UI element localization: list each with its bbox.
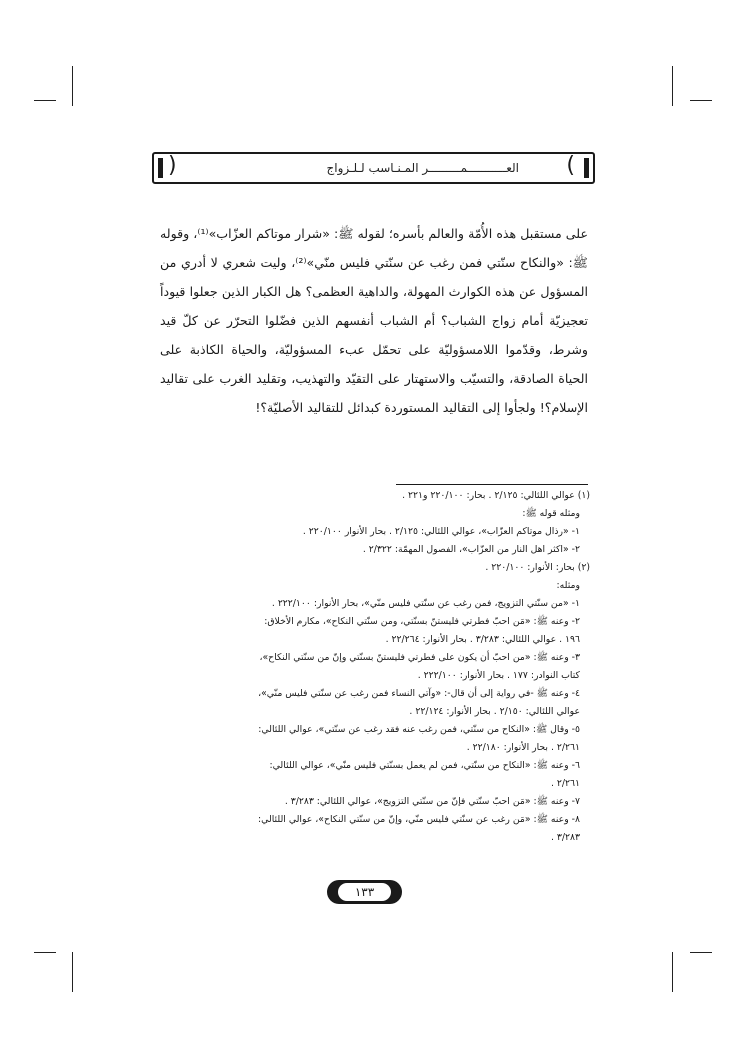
header-bar-right [584, 158, 589, 178]
page-number: ١٣٣ [338, 883, 391, 901]
page-number-badge [327, 880, 402, 904]
footnote-line: ٢/٢٦١ . [550, 778, 580, 789]
footnote-line: ٧- وعنه ﷺ: «مَن احبّ سنّتي فإنّ من سنّتي التزويج»، عوالي اللئالي: ٣/٢٨٣ . [284, 796, 580, 807]
crop-mark [672, 952, 673, 992]
footnote-line: عوالي اللئالي: ٢/١٥٠ . بحار الأنوار: ٢٢/١٢٤ . [409, 706, 580, 717]
footnotes [158, 487, 590, 847]
footnote-line: ٥- وقال ﷺ: «النكاح من سنّتي، فمن رغب عنه فقد رغب عن سنّتي»، عوالي اللئالي: [258, 724, 580, 735]
footnote-line: ١- «رذال موتاكم العزّاب»، عوالي اللئالي: ٢/١٢٥ . بحار الأنوار ٢٢٠/١٠٠ . [302, 526, 580, 537]
crop-mark [72, 952, 73, 992]
footnote-line: ٨- وعنه ﷺ: «مَن رغب عن سنّتي فليس منّي، وإنّ من سنّتي النكاح»، عوالي اللئالي: [258, 814, 580, 825]
header-bar-left [158, 158, 163, 178]
running-header [152, 152, 595, 184]
footnote-line: ٢- «اكثر اهل النار من العزّاب»، الفصول المهمّة: ٢/٣٢٢ . [362, 544, 580, 555]
footnote-line: ٣- وعنه ﷺ: «من احبّ أن يكون على فطرتي فليستنّ بسنّتي وإنّ من سنّتي النكاح»، [259, 652, 580, 663]
footnote-line: ٢- وعنه ﷺ: «مَن احبّ فطرتي فليستنّ بسنّتي، ومن سنّتي النكاح»، مكارم الأخلاق: [264, 616, 580, 627]
crop-mark [72, 66, 73, 106]
header-title: العـــــــــــمـــــــــر المـنـاسب لـلـزواج [326, 161, 519, 175]
footnote-line: ٦- وعنه ﷺ: «النكاح من سنّتي، فمن لم يعمل بسنّتي فليس منّي»، عوالي اللئالي: [269, 760, 580, 771]
crop-mark [690, 100, 712, 101]
body-paragraph: على مستقبل هذه الأُمّة والعالم بأسره؛ لقوله ﷺ: «شرار موتاكم العزّاب»⁽¹⁾، وقوله ﷺ: «والنكاح سنّتي فمن رغب عن سنّتي فليس منّي»⁽²⁾، وليت شعري لا أدري من المسؤول عن هذه الكوارث المهولة، والداهية العظمى؟ هل الكبار الذين جعلوا قيوداً تعجيزيّة أمام زواج الشباب؟ أم الشباب أنفسهم الذين فضّلوا التحرّر عن كلّ قيد وشرط، وقدّموا اللامسؤوليّة على تحمّل عبء المسؤوليّة، والحياة الكاذبة على الحياة الصادقة، والتسيّب والاستهتار على التقيّد والتهذيب، وتقليد الغرب على تقاليد الإسلام؟! ولجأوا إلى التقاليد المستوردة كبدائل للتقاليد الأصليّة؟! [160, 226, 588, 415]
footnote-separator [396, 484, 588, 485]
crop-mark [34, 100, 56, 101]
footnote-line: (٢) بحار: الأنوار: ٢٢٠/١٠٠ . [485, 562, 590, 573]
crop-mark [672, 66, 673, 106]
footnote-line: ٢/٢٦١ . بحار الأنوار: ٢٢/١٨٠ . [466, 742, 580, 753]
footnote-line: ١٩٦ . عوالي اللئالي: ٣/٢٨٣ . بحار الأنوار: ٢٢/٢٦٤ . [385, 634, 580, 645]
crop-mark [690, 952, 712, 953]
footnote-line: ومثله: [556, 580, 580, 591]
footnote-line: ١- «من سنّتي التزويج، فمن رغب عن سنّتي فليس منّي»، بحار الأنوار: ٢٢٢/١٠٠ . [271, 598, 580, 609]
footnote-line: (١) عوالي اللئالي: ٢/١٢٥ . بحار: ٢٢٠/١٠٠ و٢٢١ . [402, 490, 590, 501]
footnote-line: كتاب النوادر: ١٧٧ . بحار الأنوار: ٢٢٢/١٠٠ . [417, 670, 580, 681]
footnote-line: ٤- وعنه ﷺ -في رواية إلى أن قال-: «وآتي النساء فمن رغب عن سنّتي فليس منّي»، [258, 688, 580, 699]
crop-mark [34, 952, 56, 953]
footnote-line: ومثله قوله ﷺ: [522, 508, 580, 519]
header-paren-right: ( [566, 153, 575, 178]
header-paren-left: ) [168, 153, 177, 178]
main-text [160, 219, 588, 422]
footnote-line: ٣/٢٨٣ . [550, 832, 580, 843]
